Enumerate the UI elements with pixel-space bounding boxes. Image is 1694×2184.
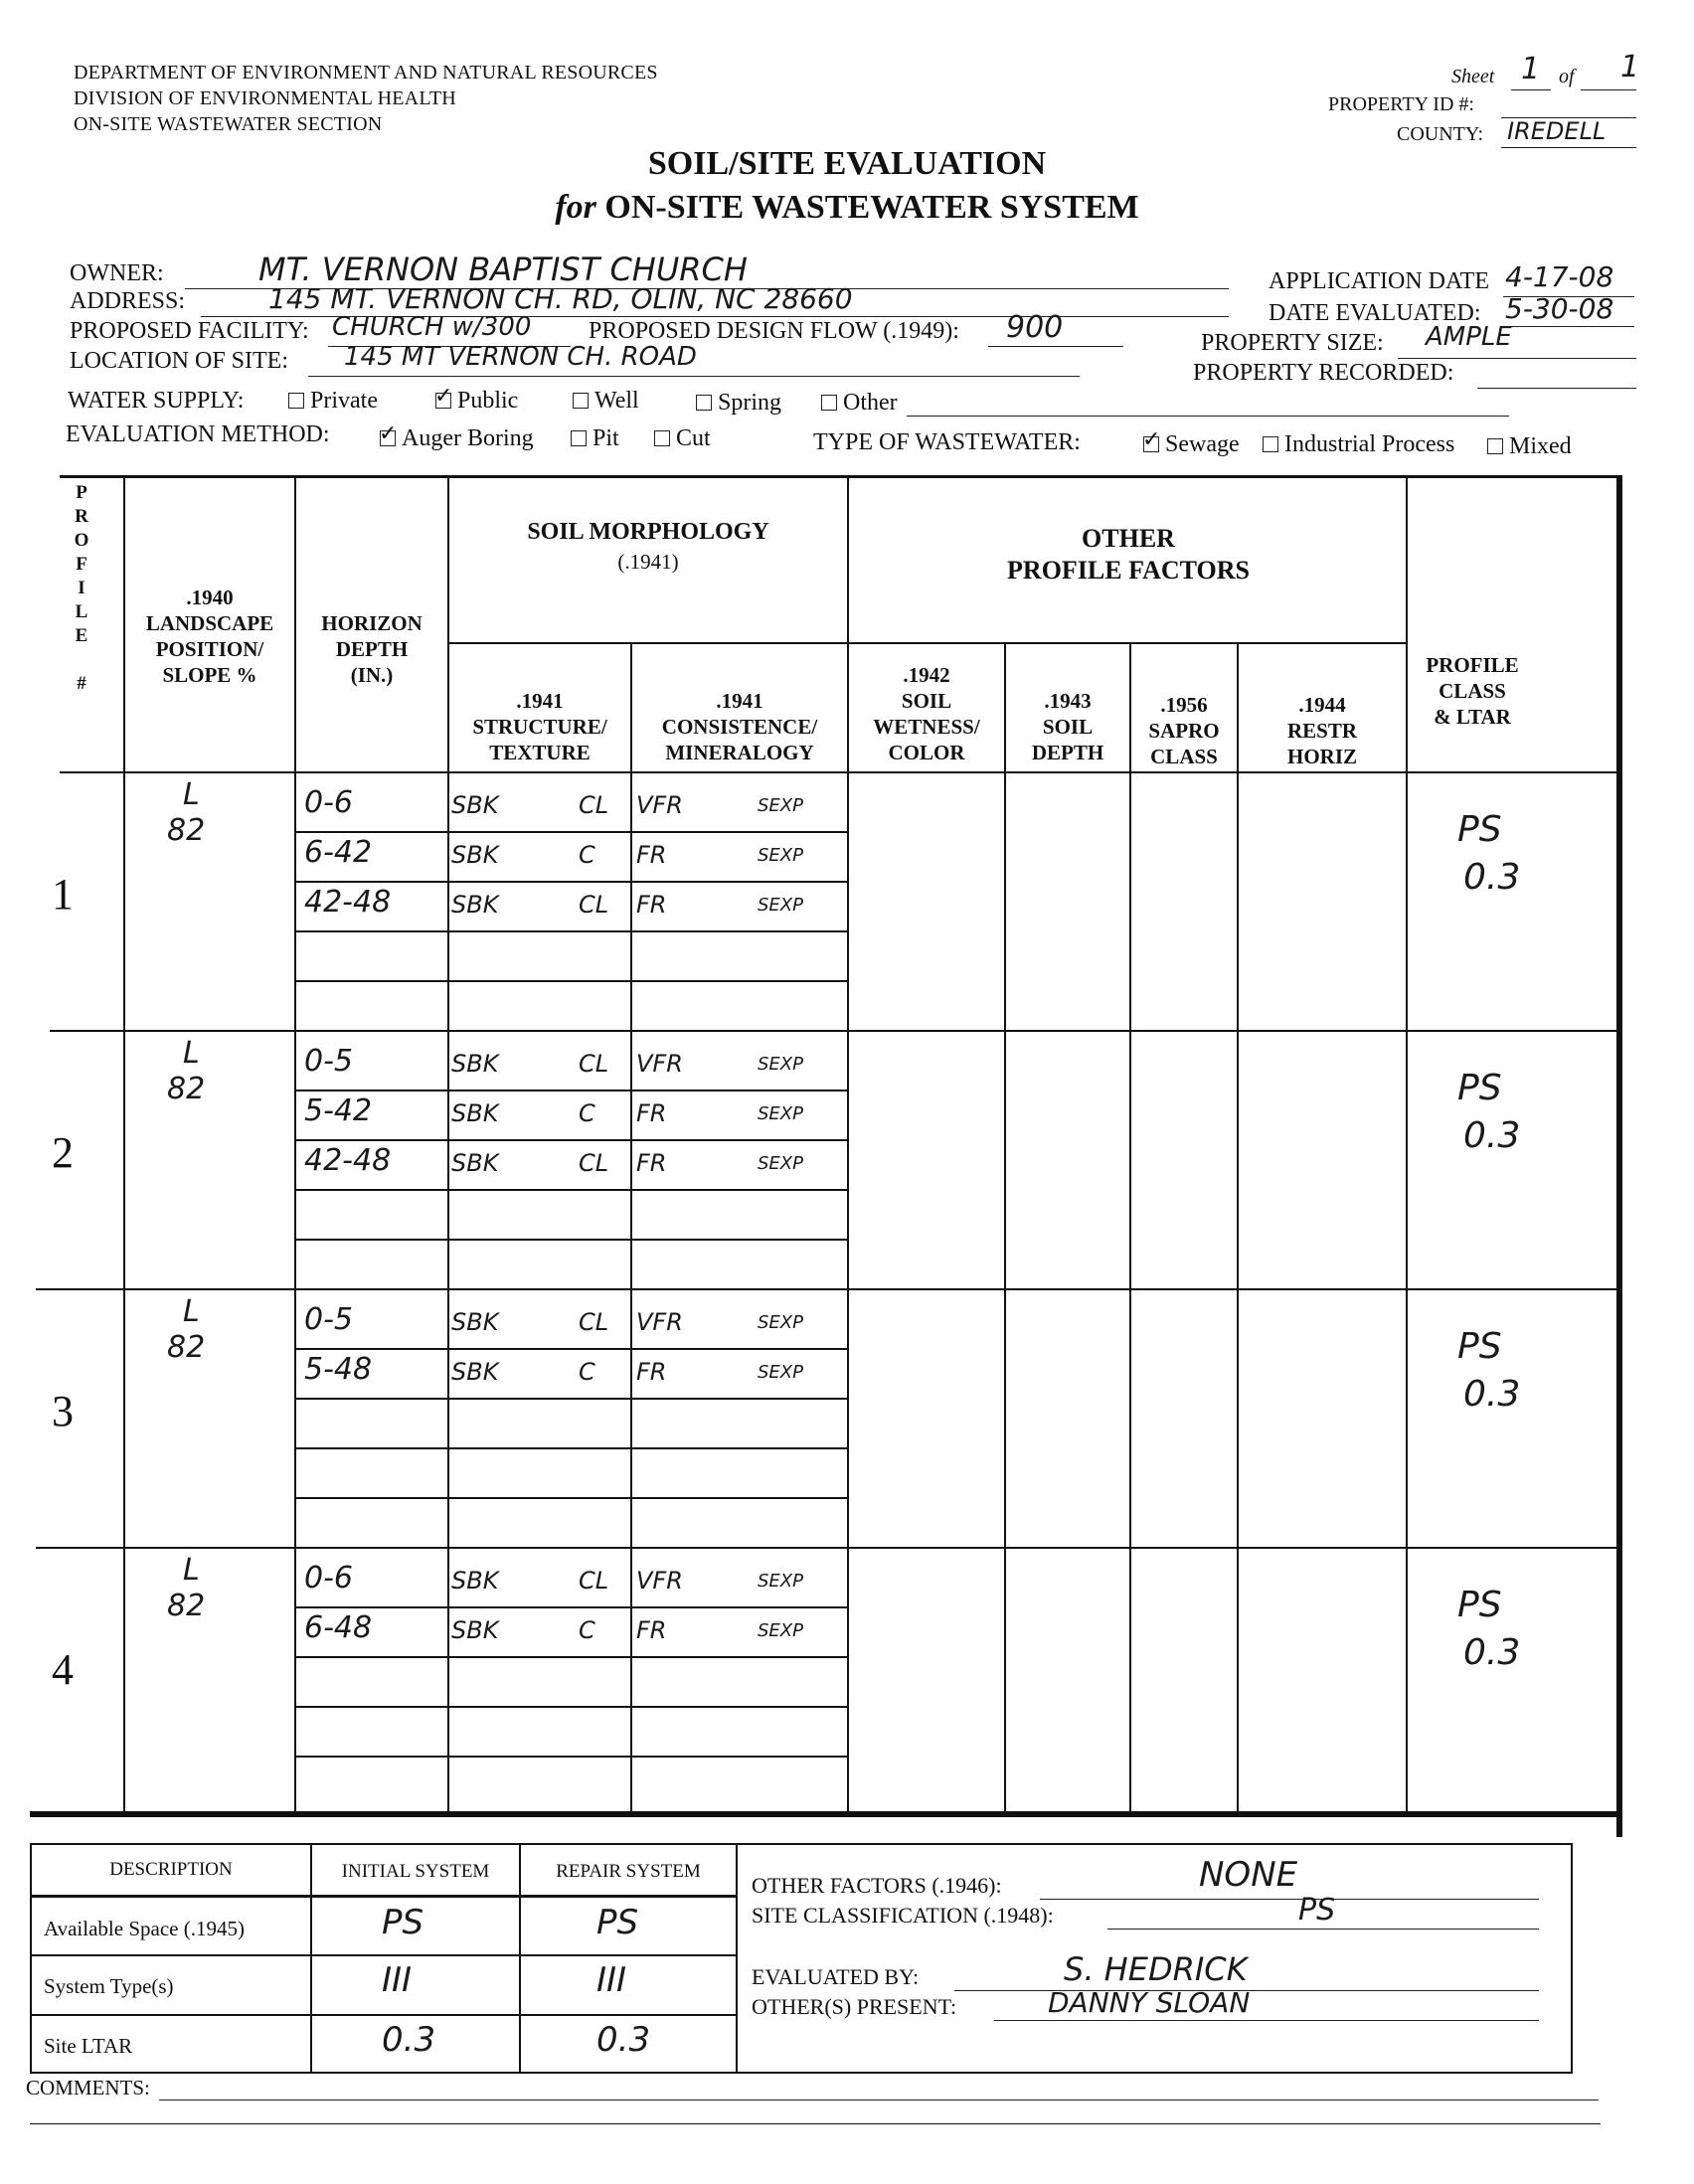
texture-value[interactable]: C (579, 1358, 595, 1386)
water-public-option[interactable]: ✓ Public (435, 388, 518, 415)
mineralogy-value[interactable]: SEXP (758, 1362, 803, 1383)
consistence-value[interactable]: FR (636, 1358, 667, 1386)
site-classification-label: SITE CLASSIFICATION (.1948): (752, 1903, 1054, 1928)
structure-value[interactable]: SBK (451, 1099, 499, 1127)
other-profile-factors-header: OTHER PROFILE FACTORS (1007, 524, 1250, 585)
horizon-depth[interactable]: 0-5 (304, 1302, 353, 1337)
landscape-position[interactable]: L (183, 1294, 200, 1329)
horizon-depth[interactable]: 6-42 (304, 835, 373, 870)
profile-row-line (294, 980, 847, 982)
structure-value[interactable]: SBK (451, 791, 499, 819)
other-factors-value[interactable]: NONE (1199, 1855, 1298, 1895)
wastewater-type-label: TYPE OF WASTEWATER: (813, 429, 1081, 455)
wastewater-industrial-checkbox[interactable] (1263, 436, 1278, 452)
evaluated-by-label: EVALUATED BY: (752, 1964, 920, 1989)
texture-value[interactable]: CL (579, 1567, 609, 1595)
consistence-value[interactable]: FR (636, 1099, 667, 1127)
design-flow-value[interactable]: 900 (1006, 310, 1064, 345)
water-supply-label: WATER SUPPLY: (68, 388, 245, 414)
water-other-checkbox[interactable] (821, 395, 837, 411)
form-title-line-1: SOIL/SITE EVALUATION (647, 145, 1047, 182)
mineralogy-value[interactable]: SEXP (758, 1620, 803, 1641)
consistence-value[interactable]: FR (636, 1149, 667, 1177)
profile-class[interactable]: PS (1457, 1326, 1502, 1367)
mineralogy-value[interactable]: SEXP (758, 1153, 803, 1174)
profile-row-line (294, 1606, 847, 1608)
water-private-option[interactable]: Private (288, 388, 378, 415)
profile-row-line (294, 1090, 847, 1092)
profile-ltar[interactable]: 0.3 (1463, 1115, 1521, 1156)
profile-ltar[interactable]: 0.3 (1463, 1374, 1521, 1415)
summary-initial-value[interactable]: 0.3 (382, 2020, 436, 2060)
profile-row-line (294, 930, 847, 932)
structure-value[interactable]: SBK (451, 1616, 499, 1644)
horizon-depth[interactable]: 6-48 (304, 1610, 373, 1645)
sapro-class-header: .1956 SAPRO CLASS (1148, 693, 1220, 768)
slope-percent[interactable]: 82 (167, 1589, 206, 1623)
soil-depth-header: .1943 SOIL DEPTH (1031, 689, 1104, 764)
horizon-depth[interactable]: 42-48 (304, 885, 392, 920)
profile-ltar[interactable]: 0.3 (1463, 857, 1521, 898)
property-id-field[interactable] (1501, 95, 1636, 118)
mineralogy-value[interactable]: SEXP (758, 1312, 803, 1333)
water-well-checkbox[interactable] (573, 393, 589, 409)
structure-value[interactable]: SBK (451, 891, 499, 919)
profile-number: 1 (52, 870, 74, 919)
structure-value[interactable]: SBK (451, 1567, 499, 1595)
profile-row-line (294, 1497, 847, 1499)
profile-header-letter: O (74, 530, 89, 551)
profile-header-letter: I (78, 578, 85, 598)
water-public-checkbox[interactable] (435, 393, 451, 409)
design-flow-label: PROPOSED DESIGN FLOW (.1949): (589, 318, 959, 344)
comments-line-2 (30, 2123, 1601, 2124)
other-factors-label: OTHER FACTORS (.1946): (752, 1873, 1002, 1898)
profile-column-header (62, 481, 101, 696)
water-other-field[interactable] (907, 392, 1509, 417)
eval-auger-option[interactable]: ✓ Auger Boring (380, 425, 534, 452)
wastewater-industrial-option[interactable]: Industrial Process (1263, 431, 1454, 458)
structure-value[interactable]: SBK (451, 1050, 499, 1078)
horizon-depth[interactable]: 0-6 (304, 785, 353, 820)
structure-value[interactable]: SBK (451, 841, 499, 869)
location-label: LOCATION OF SITE: (70, 348, 288, 374)
consistence-value[interactable]: VFR (636, 1050, 683, 1078)
title-for: for (555, 189, 596, 226)
profile-number: 3 (52, 1387, 74, 1435)
profile-row-line (294, 1706, 847, 1708)
restr-horiz-header: .1944 RESTR HORIZ (1286, 693, 1358, 768)
texture-value[interactable]: CL (579, 1149, 609, 1177)
address-label: ADDRESS: (70, 288, 186, 314)
application-date-value[interactable]: 4-17-08 (1505, 260, 1614, 293)
proposed-facility-value[interactable]: CHURCH w/300 (332, 312, 532, 342)
landscape-column-header: .1940 LANDSCAPE POSITION/ SLOPE % (145, 586, 274, 687)
profile-class[interactable]: PS (1457, 1068, 1502, 1108)
mineralogy-value[interactable]: SEXP (758, 1103, 803, 1124)
texture-value[interactable]: CL (579, 1308, 609, 1336)
horizon-depth[interactable]: 0-5 (304, 1044, 353, 1079)
evaluation-method-label: EVALUATION METHOD: (66, 421, 330, 447)
profile-row-line (294, 1348, 847, 1350)
property-id-label: PROPERTY ID #: (1328, 93, 1474, 115)
department-header (74, 60, 658, 137)
mineralogy-value[interactable]: SEXP (758, 795, 803, 816)
mineralogy-value[interactable]: SEXP (758, 845, 803, 866)
wastewater-mixed-checkbox[interactable] (1487, 438, 1503, 454)
soil-morphology-header: SOIL MORPHOLOGY (.1941) (527, 519, 769, 574)
consistence-value[interactable]: FR (636, 841, 667, 869)
consistence-value[interactable]: VFR (636, 791, 683, 819)
date-evaluated-label: DATE EVALUATED: (1269, 300, 1481, 326)
profile-row-line (294, 1756, 847, 1758)
texture-value[interactable]: CL (579, 1050, 609, 1078)
others-present-value[interactable]: DANNY SLOAN (1048, 1986, 1251, 2019)
structure-texture-header: .1941 STRUCTURE/ TEXTURE (472, 689, 607, 764)
profile-class-ltar-header: PROFILE CLASS & LTAR (1426, 653, 1519, 729)
consistence-value[interactable]: VFR (636, 1308, 683, 1336)
property-size-label: PROPERTY SIZE: (1201, 330, 1384, 356)
structure-value[interactable]: SBK (451, 1358, 499, 1386)
consistence-value[interactable]: FR (636, 1616, 667, 1644)
summary-initial-value[interactable]: III (382, 1960, 413, 2000)
slope-percent[interactable]: 82 (167, 813, 206, 848)
summary-repair-value[interactable]: III (596, 1960, 627, 2000)
texture-value[interactable]: C (579, 1616, 595, 1644)
profile-ltar[interactable]: 0.3 (1463, 1632, 1521, 1673)
profile-header-letter: F (76, 554, 87, 575)
profile-row-line (294, 1189, 847, 1191)
eval-auger-checkbox[interactable] (380, 430, 396, 446)
comments-label: COMMENTS: (26, 2076, 150, 2100)
texture-value[interactable]: CL (579, 791, 609, 819)
form-title-line-2 (0, 189, 1694, 227)
texture-value[interactable]: C (579, 1099, 595, 1127)
property-size-value[interactable]: AMPLE (1426, 322, 1512, 352)
summary-row-label: System Type(s) (44, 1974, 174, 1998)
profile-header-letter: E (75, 625, 88, 646)
texture-value[interactable]: CL (579, 891, 609, 919)
profile-class[interactable]: PS (1457, 1585, 1502, 1625)
eval-pit-option[interactable]: Pit (571, 425, 619, 452)
address-value[interactable]: 145 MT. VERNON CH. RD, OLIN, NC 28660 (268, 282, 853, 315)
of-label: of (1559, 66, 1575, 87)
profile-row-line (294, 1398, 847, 1400)
profile-row-line (294, 881, 847, 883)
mineralogy-value[interactable]: SEXP (758, 1054, 803, 1075)
summary-repair-value[interactable]: 0.3 (596, 2020, 651, 2060)
profile-row-line (294, 1239, 847, 1241)
proposed-facility-label: PROPOSED FACILITY: (70, 318, 309, 344)
owner-value[interactable]: MT. VERNON BAPTIST CHURCH (258, 251, 748, 288)
sheet-number: 1 (1521, 52, 1541, 86)
landscape-position[interactable]: L (183, 1036, 200, 1071)
horizon-depth[interactable]: 42-48 (304, 1143, 392, 1178)
application-date-label: APPLICATION DATE (1269, 268, 1489, 294)
mineralogy-value[interactable]: SEXP (758, 1571, 803, 1592)
repair-system-header: REPAIR SYSTEM (556, 1861, 701, 1882)
profile-header-letter (62, 648, 101, 672)
dept-line-3: ON-SITE WASTEWATER SECTION (74, 113, 383, 135)
water-spring-checkbox[interactable] (696, 395, 712, 411)
sheet-label: Sheet (1451, 66, 1495, 87)
summary-row-label: Available Space (.1945) (44, 1917, 245, 1940)
dept-line-2: DIVISION OF ENVIRONMENTAL HEALTH (74, 87, 456, 109)
profile-header-letter: # (77, 673, 86, 694)
landscape-position[interactable]: L (183, 777, 200, 812)
dept-line-1: DEPARTMENT OF ENVIRONMENT AND NATURAL RESOURCES (74, 62, 658, 84)
water-other-option[interactable]: Other (821, 390, 898, 417)
water-private-checkbox[interactable] (288, 393, 304, 409)
wastewater-sewage-checkbox[interactable] (1143, 436, 1159, 452)
landscape-position[interactable]: L (183, 1553, 200, 1588)
texture-value[interactable]: C (579, 841, 595, 869)
horizon-depth[interactable]: 5-42 (304, 1093, 373, 1128)
consistence-value[interactable]: FR (636, 891, 667, 919)
profile-row-line (294, 831, 847, 833)
initial-system-header: INITIAL SYSTEM (341, 1861, 490, 1882)
wastewater-sewage-option[interactable]: ✓ Sewage (1143, 431, 1240, 458)
mineralogy-value[interactable]: SEXP (758, 895, 803, 916)
title-system: ON-SITE WASTEWATER SYSTEM (604, 189, 1139, 226)
profile-class[interactable]: PS (1457, 809, 1502, 850)
profile-row-line (294, 1447, 847, 1449)
profile-header-letter: P (76, 482, 87, 503)
property-recorded-label: PROPERTY RECORDED: (1193, 360, 1454, 386)
summary-row-label: Site LTAR (44, 2034, 133, 2058)
profile-header-letter: R (75, 506, 88, 527)
structure-value[interactable]: SBK (451, 1308, 499, 1336)
description-header: DESCRIPTION (109, 1859, 233, 1880)
profile-header-letter: L (75, 601, 88, 622)
owner-label: OWNER: (70, 260, 164, 286)
consistence-value[interactable]: VFR (636, 1567, 683, 1595)
soil-wetness-header: .1942 SOIL WETNESS/ COLOR (873, 663, 980, 764)
county-value[interactable]: IREDELL (1507, 117, 1607, 145)
profile-row-line (294, 1139, 847, 1141)
county-label: COUNTY: (1397, 123, 1484, 145)
water-well-option[interactable]: Well (573, 388, 639, 415)
profile-number: 4 (52, 1645, 74, 1694)
summary-initial-value[interactable]: PS (382, 1903, 424, 1942)
property-recorded-field[interactable] (1477, 364, 1636, 389)
horizon-depth-column-header: HORIZON DEPTH (IN.) (321, 611, 423, 687)
date-evaluated-value[interactable]: 5-30-08 (1505, 292, 1614, 325)
profile-number: 2 (52, 1128, 74, 1177)
eval-cut-option[interactable]: Cut (654, 425, 711, 452)
slope-percent[interactable]: 82 (167, 1330, 206, 1365)
profile-row-line (294, 1656, 847, 1658)
location-value[interactable]: 145 MT VERNON CH. ROAD (344, 342, 697, 372)
comments-field[interactable] (159, 2078, 1599, 2100)
horizon-depth[interactable]: 0-6 (304, 1561, 353, 1596)
others-present-label: OTHER(S) PRESENT: (752, 1994, 957, 2019)
structure-value[interactable]: SBK (451, 1149, 499, 1177)
consistence-mineralogy-header: .1941 CONSISTENCE/ MINERALOGY (661, 689, 818, 764)
water-spring-option[interactable]: Spring (696, 390, 781, 417)
slope-percent[interactable]: 82 (167, 1072, 206, 1106)
eval-cut-checkbox[interactable] (654, 430, 670, 446)
wastewater-mixed-option[interactable]: Mixed (1487, 433, 1572, 460)
eval-pit-checkbox[interactable] (571, 430, 587, 446)
evaluated-by-value[interactable]: S. HEDRICK (1064, 1950, 1248, 1988)
site-classification-value[interactable]: PS (1298, 1893, 1336, 1928)
summary-repair-value[interactable]: PS (596, 1903, 639, 1942)
horizon-depth[interactable]: 5-48 (304, 1352, 373, 1387)
sheet-total: 1 (1620, 50, 1640, 84)
